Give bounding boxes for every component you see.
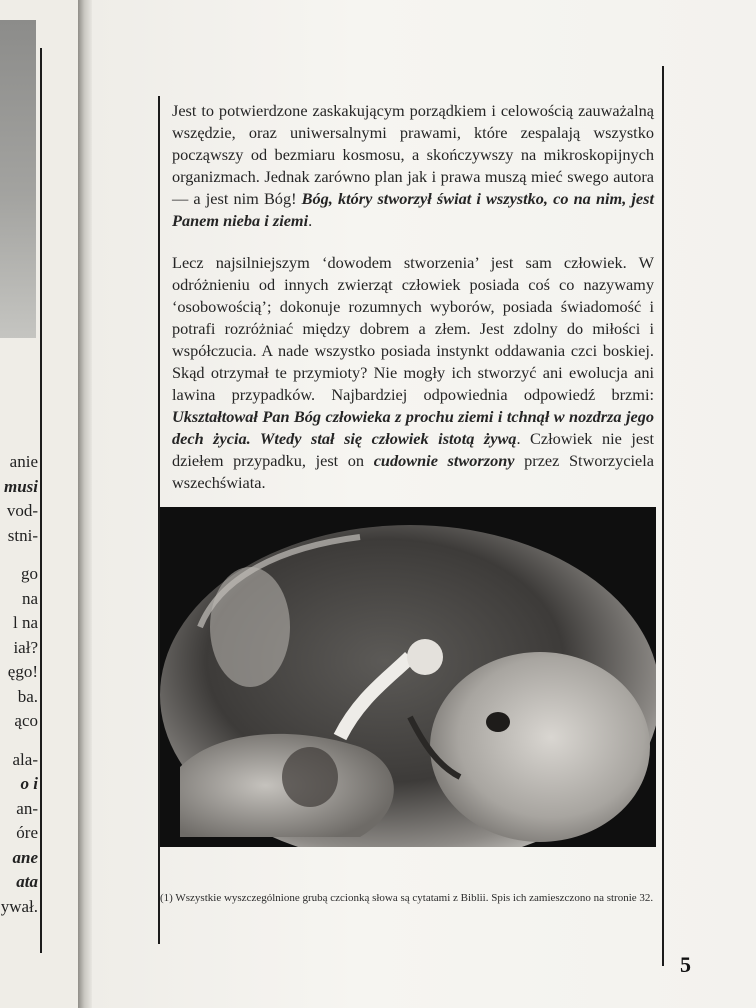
footnote-marker: (1) <box>160 892 173 904</box>
facing-page-line: na <box>21 588 38 608</box>
facing-page-text <box>0 450 38 919</box>
facing-page-line: iał? <box>13 637 38 657</box>
paragraph-1-end: . <box>308 211 313 230</box>
paragraph-1 <box>172 100 654 232</box>
paragraph-1-text: Jest to potwierdzone zaskakującym porządkiem i celowością zauważalną wszędzie, oraz uniwersalnymi prawami, które zespalają wszystko począwszy od bezmiaru kosmosu, a skończywszy na mikroskopijnych organizmach. Jednak zarówno plan jak i prawa muszą mieć swego autora — a jest nim Bóg! <box>172 101 654 208</box>
facing-page-line: anie <box>9 452 38 471</box>
bible-quote: Bóg, który stworzył świat i wszystko, co na nim, jest Panem nieba i ziemi <box>172 189 654 230</box>
facing-page-line <box>0 734 38 748</box>
facing-page-line: go <box>21 564 38 583</box>
paragraph-2-middle: . Człowiek nie jest dziełem przypadku, jest on <box>172 429 654 470</box>
facing-page-line: óre <box>16 823 38 842</box>
facing-page-line: an- <box>16 798 38 818</box>
page-number: 5 <box>680 952 691 977</box>
paragraph-2-end: przez Stworzyciela wszechświata. <box>172 451 654 492</box>
bible-quote: Ukształtował Pan Bóg człowieka z prochu ziemi i tchnął w nozdrza jego dech życia. Wtedy stał się człowiek istotą żywą <box>172 407 654 448</box>
facing-page-rule <box>40 48 42 953</box>
main-text <box>172 100 654 514</box>
facing-page-line: ane <box>12 847 38 867</box>
facing-page-line: ywał. <box>0 896 38 916</box>
right-margin-rule <box>662 66 664 966</box>
facing-page-line: o i <box>20 774 38 793</box>
paragraph-2-text: Lecz najsilniejszym ‘dowodem stworzenia’ jest sam człowiek. W odróżnieniu od innych zwierząt człowiek posiada coś co nazywamy ‘osobowością’; dokonuje rozumnych wyborów, posiada świadomość i potrafi rozróżniać między dobrem a złem. Jest zdolny do miłości i współczucia. A nade wszystko posiada instynkt oddawania czci boskiej. Skąd otrzymał te przymioty? Nie mogły ich stworzyć ani ewolucja ani lawina przypadków. Najbardziej odpowiednia odpowiedź brzmi: <box>172 253 654 404</box>
facing-page-line: ęgo! <box>7 662 38 681</box>
facing-page-line: ącо <box>14 711 38 730</box>
fetus-photo <box>160 507 656 847</box>
facing-page-line: stni- <box>7 525 38 545</box>
facing-page-line: l na <box>12 613 38 632</box>
facing-page <box>0 0 80 1008</box>
facing-page-line: musi <box>3 476 38 496</box>
paragraph-2 <box>172 252 654 494</box>
fetus-head <box>430 652 650 842</box>
facing-page-photo <box>0 20 36 338</box>
bible-quote: cudownie stworzony <box>373 451 515 470</box>
fetus-eye <box>486 712 510 732</box>
fetus-illustration <box>160 507 656 847</box>
fetus-hand <box>407 639 443 675</box>
facing-page-line: ata <box>16 872 38 891</box>
facing-page-line: ala- <box>12 749 38 769</box>
footnote <box>160 890 660 906</box>
footnote-text: Wszystkie wyszczególnione grubą czcionką słowa są cytatami z Biblii. Spis ich zamieszczono na stronie 32. <box>175 892 654 904</box>
facing-page-line: ba. <box>17 686 38 706</box>
facing-page-line: vod- <box>6 501 38 520</box>
facing-page-line <box>0 548 38 562</box>
